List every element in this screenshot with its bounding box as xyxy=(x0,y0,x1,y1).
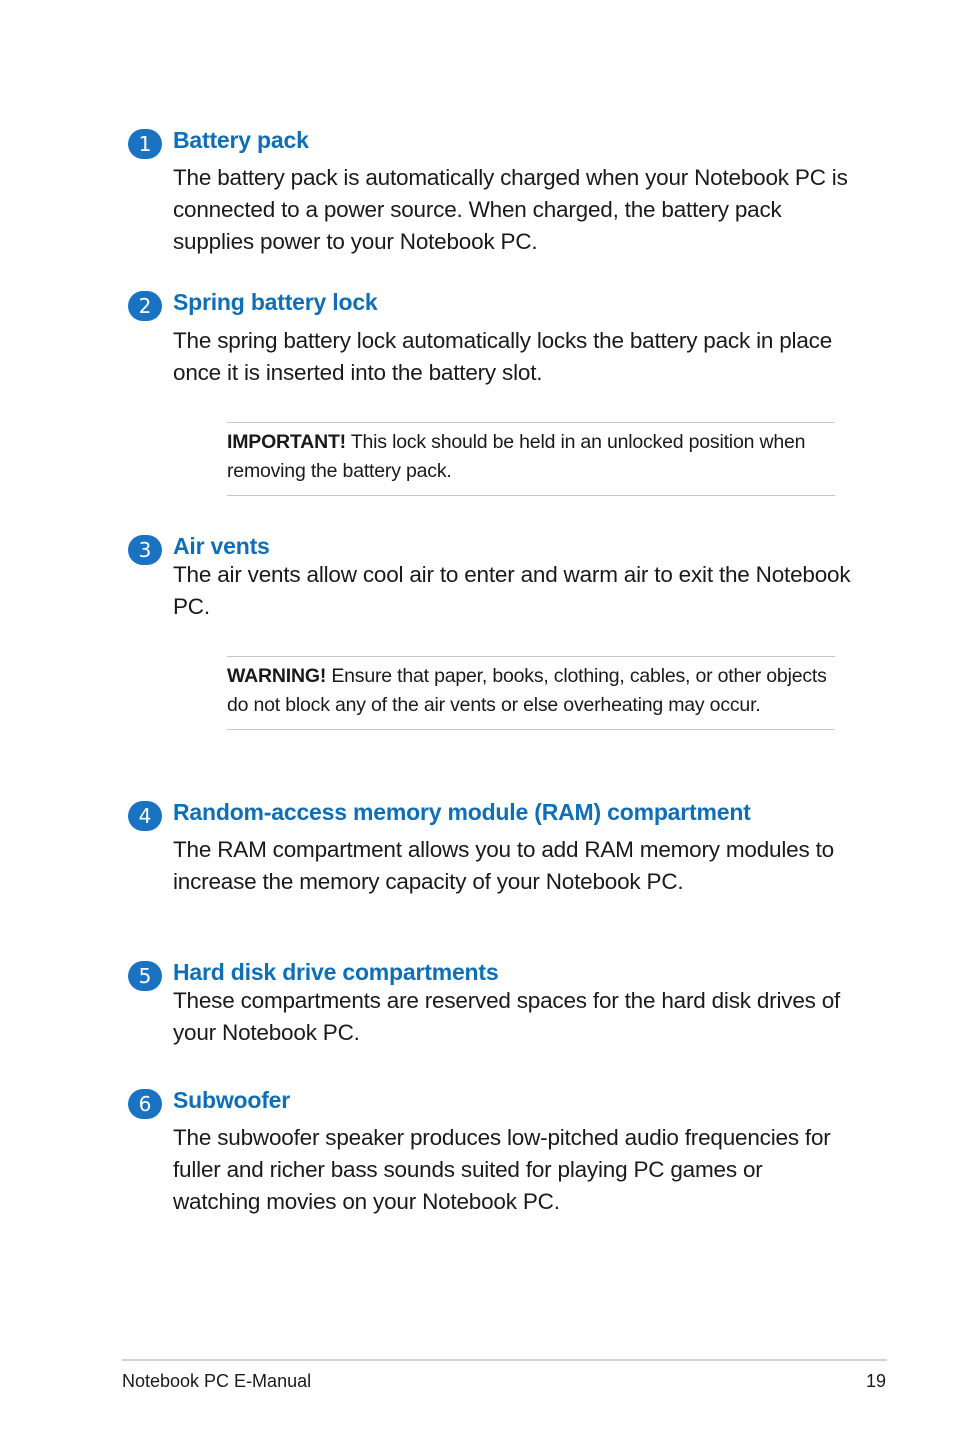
section-title: Air vents xyxy=(173,533,270,559)
footer-page-number: 19 xyxy=(865,1371,886,1391)
section-body: The RAM compartment allows you to add RAM memory modules to increase the memory capacity of your Notebook PC. xyxy=(173,837,834,894)
warning-note xyxy=(227,656,835,730)
note-text: This lock should be held in an unlocked position when removing the battery pack. xyxy=(227,431,806,482)
number-badge: 3 xyxy=(128,535,162,565)
number-badge: 6 xyxy=(128,1089,162,1119)
important-note xyxy=(227,422,835,496)
note-text: Ensure that paper, books, clothing, cables, or other objects do not block any of the air vents or else overheating may occur. xyxy=(227,665,827,716)
number-badge: 5 xyxy=(128,961,162,991)
section-title: Battery pack xyxy=(173,127,309,153)
section-body: The battery pack is automatically charged when your Notebook PC is connected to a power source. When charged, the battery pack supplies power to your Notebook PC. xyxy=(173,165,848,254)
note-label: IMPORTANT! xyxy=(227,431,346,453)
number-badge: 1 xyxy=(128,129,162,159)
section-title: Spring battery lock xyxy=(173,289,378,315)
section-title: Random-access memory module (RAM) compartment xyxy=(173,799,751,825)
section-title: Hard disk drive compartments xyxy=(173,959,499,985)
section-body: These compartments are reserved spaces for the hard disk drives of your Notebook PC. xyxy=(173,988,841,1045)
section-body: The spring battery lock automatically locks the battery pack in place once it is inserted into the battery slot. xyxy=(173,328,833,385)
number-badge: 4 xyxy=(128,801,162,831)
note-label: WARNING! xyxy=(227,665,327,687)
number-badge: 2 xyxy=(128,291,162,321)
footer-manual-title: Notebook PC E-Manual xyxy=(122,1371,312,1391)
section-body: The subwoofer speaker produces low-pitched audio frequencies for fuller and richer bass sounds suited for playing PC games or watching movies on your Notebook PC. xyxy=(173,1125,831,1214)
section-title: Subwoofer xyxy=(173,1087,291,1113)
section-body: The air vents allow cool air to enter and warm air to exit the Notebook PC. xyxy=(173,562,851,619)
footer-divider xyxy=(122,1359,887,1361)
